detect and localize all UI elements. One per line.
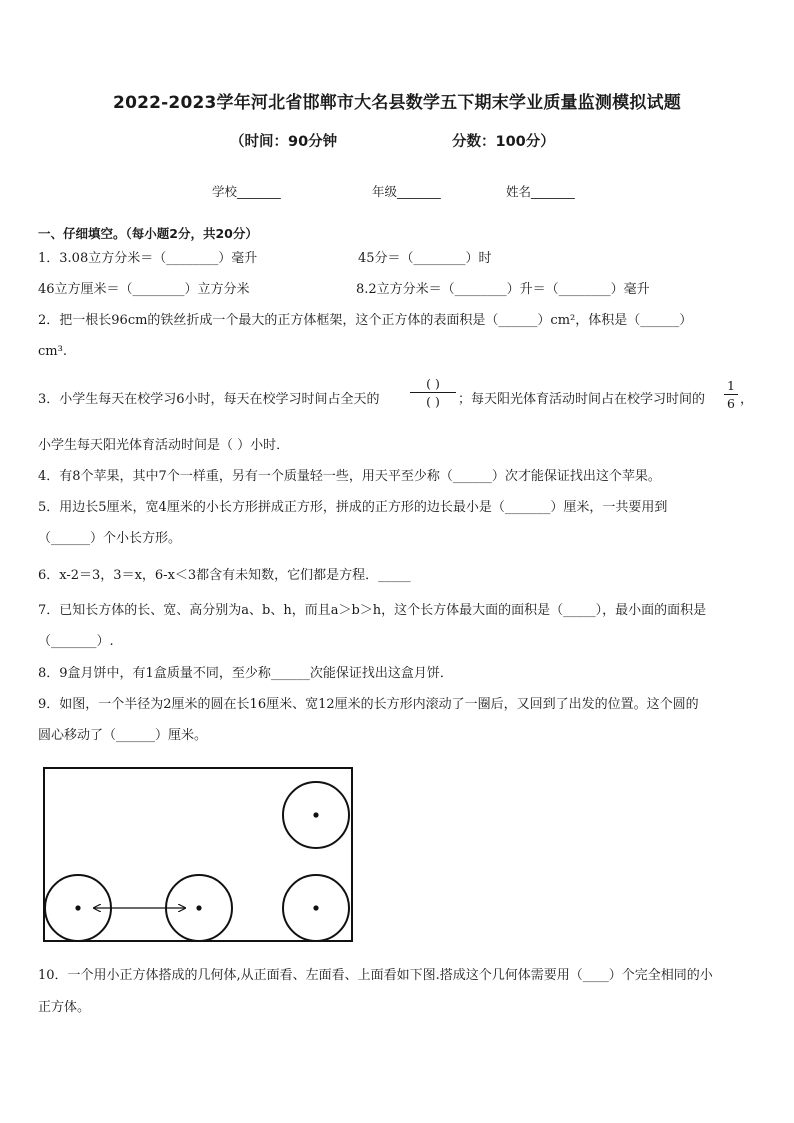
rectangle-frame bbox=[44, 768, 352, 941]
question-1b: 45分＝（________）时 bbox=[358, 251, 492, 266]
name-field: 姓名_______ bbox=[506, 184, 575, 199]
question-3-line2: 小学生每天阳光体育活动时间是（ ）小时． bbox=[38, 438, 290, 453]
question-9-line2: 圆心移动了（______）厘米。 bbox=[38, 728, 208, 743]
question-3-part1: 3．小学生每天在校学习6小时，每天在校学习时间占全天的 bbox=[38, 392, 380, 407]
question-3-part2: ；每天阳光体育活动时间占在校学习时间的 bbox=[458, 392, 706, 407]
question-7-line1: 7．已知长方体的长、宽、高分别为a、b、h，而且a＞b＞h，这个长方体最大面的面积是（_____），最小面的面积是 bbox=[38, 603, 707, 618]
question-2-line1: 2．把一根长96cm的铁丝折成一个最大的正方体框架，这个正方体的表面积是（______）cm²，体积是（______） bbox=[38, 313, 693, 328]
center-dot bbox=[313, 905, 318, 910]
question-9-line1: 9．如图，一个半径为2厘米的圆在长16厘米、宽12厘米的长方形内滚动了一圈后，又回到了出发的位置。这个圆的 bbox=[38, 697, 699, 712]
exam-time: （时间：90分钟 bbox=[230, 134, 338, 150]
grade-field: 年级_______ bbox=[372, 184, 441, 199]
question-2-line2: cm³. bbox=[38, 344, 67, 359]
section-heading: 一、仔细填空。（每小题2分，共20分） bbox=[38, 226, 258, 241]
question-8: 8．9盒月饼中，有1盒质量不同，至少称______次能保证找出这盒月饼． bbox=[38, 666, 453, 681]
school-field: 学校_______ bbox=[212, 184, 281, 199]
exam-score: 分数：100分） bbox=[452, 134, 555, 150]
question-10-line1: 10．一个用小正方体搭成的几何体,从正面看、左面看、上面看如下图.搭成这个几何体需要用（____）个完全相同的小 bbox=[38, 968, 713, 983]
fraction-denominator: 6 bbox=[727, 396, 735, 411]
fraction-numerator: 1 bbox=[727, 378, 735, 393]
question-7-line2: （_______）. bbox=[38, 634, 114, 649]
question-4: 4．有8个苹果，其中7个一样重，另有一个质量轻一些，用天平至少称（______）次才能保证找出这个苹果。 bbox=[38, 469, 661, 484]
question-5-line2: （______）个小长方形。 bbox=[38, 531, 182, 546]
question-1c: 46立方厘米＝（________）立方分米 bbox=[38, 282, 250, 297]
question-6: 6．x-2＝3，3＝x，6-x＜3都含有未知数，它们都是方程．_____ bbox=[38, 568, 411, 583]
page-title: 2022-2023学年河北省邯郸市大名县数学五下期末学业质量监测模拟试题 bbox=[113, 93, 681, 113]
question-1d: 8.2立方分米＝（________）升＝（________）毫升 bbox=[356, 282, 650, 297]
blank-denominator: ( ) bbox=[426, 394, 440, 409]
question-10-line2: 正方体。 bbox=[38, 1000, 91, 1015]
center-dot bbox=[313, 812, 318, 817]
question-1a: 1．3.08立方分米＝（________）毫升 bbox=[38, 251, 258, 266]
center-dot bbox=[75, 905, 80, 910]
question-5-line1: 5．用边长5厘米，宽4厘米的小长方形拼成正方形，拼成的正方形的边长最小是（_______）厘米，一共要用到 bbox=[38, 500, 668, 515]
center-dot bbox=[196, 905, 201, 910]
question-3-comma: ， bbox=[740, 392, 754, 407]
blank-numerator: ( ) bbox=[426, 376, 440, 391]
